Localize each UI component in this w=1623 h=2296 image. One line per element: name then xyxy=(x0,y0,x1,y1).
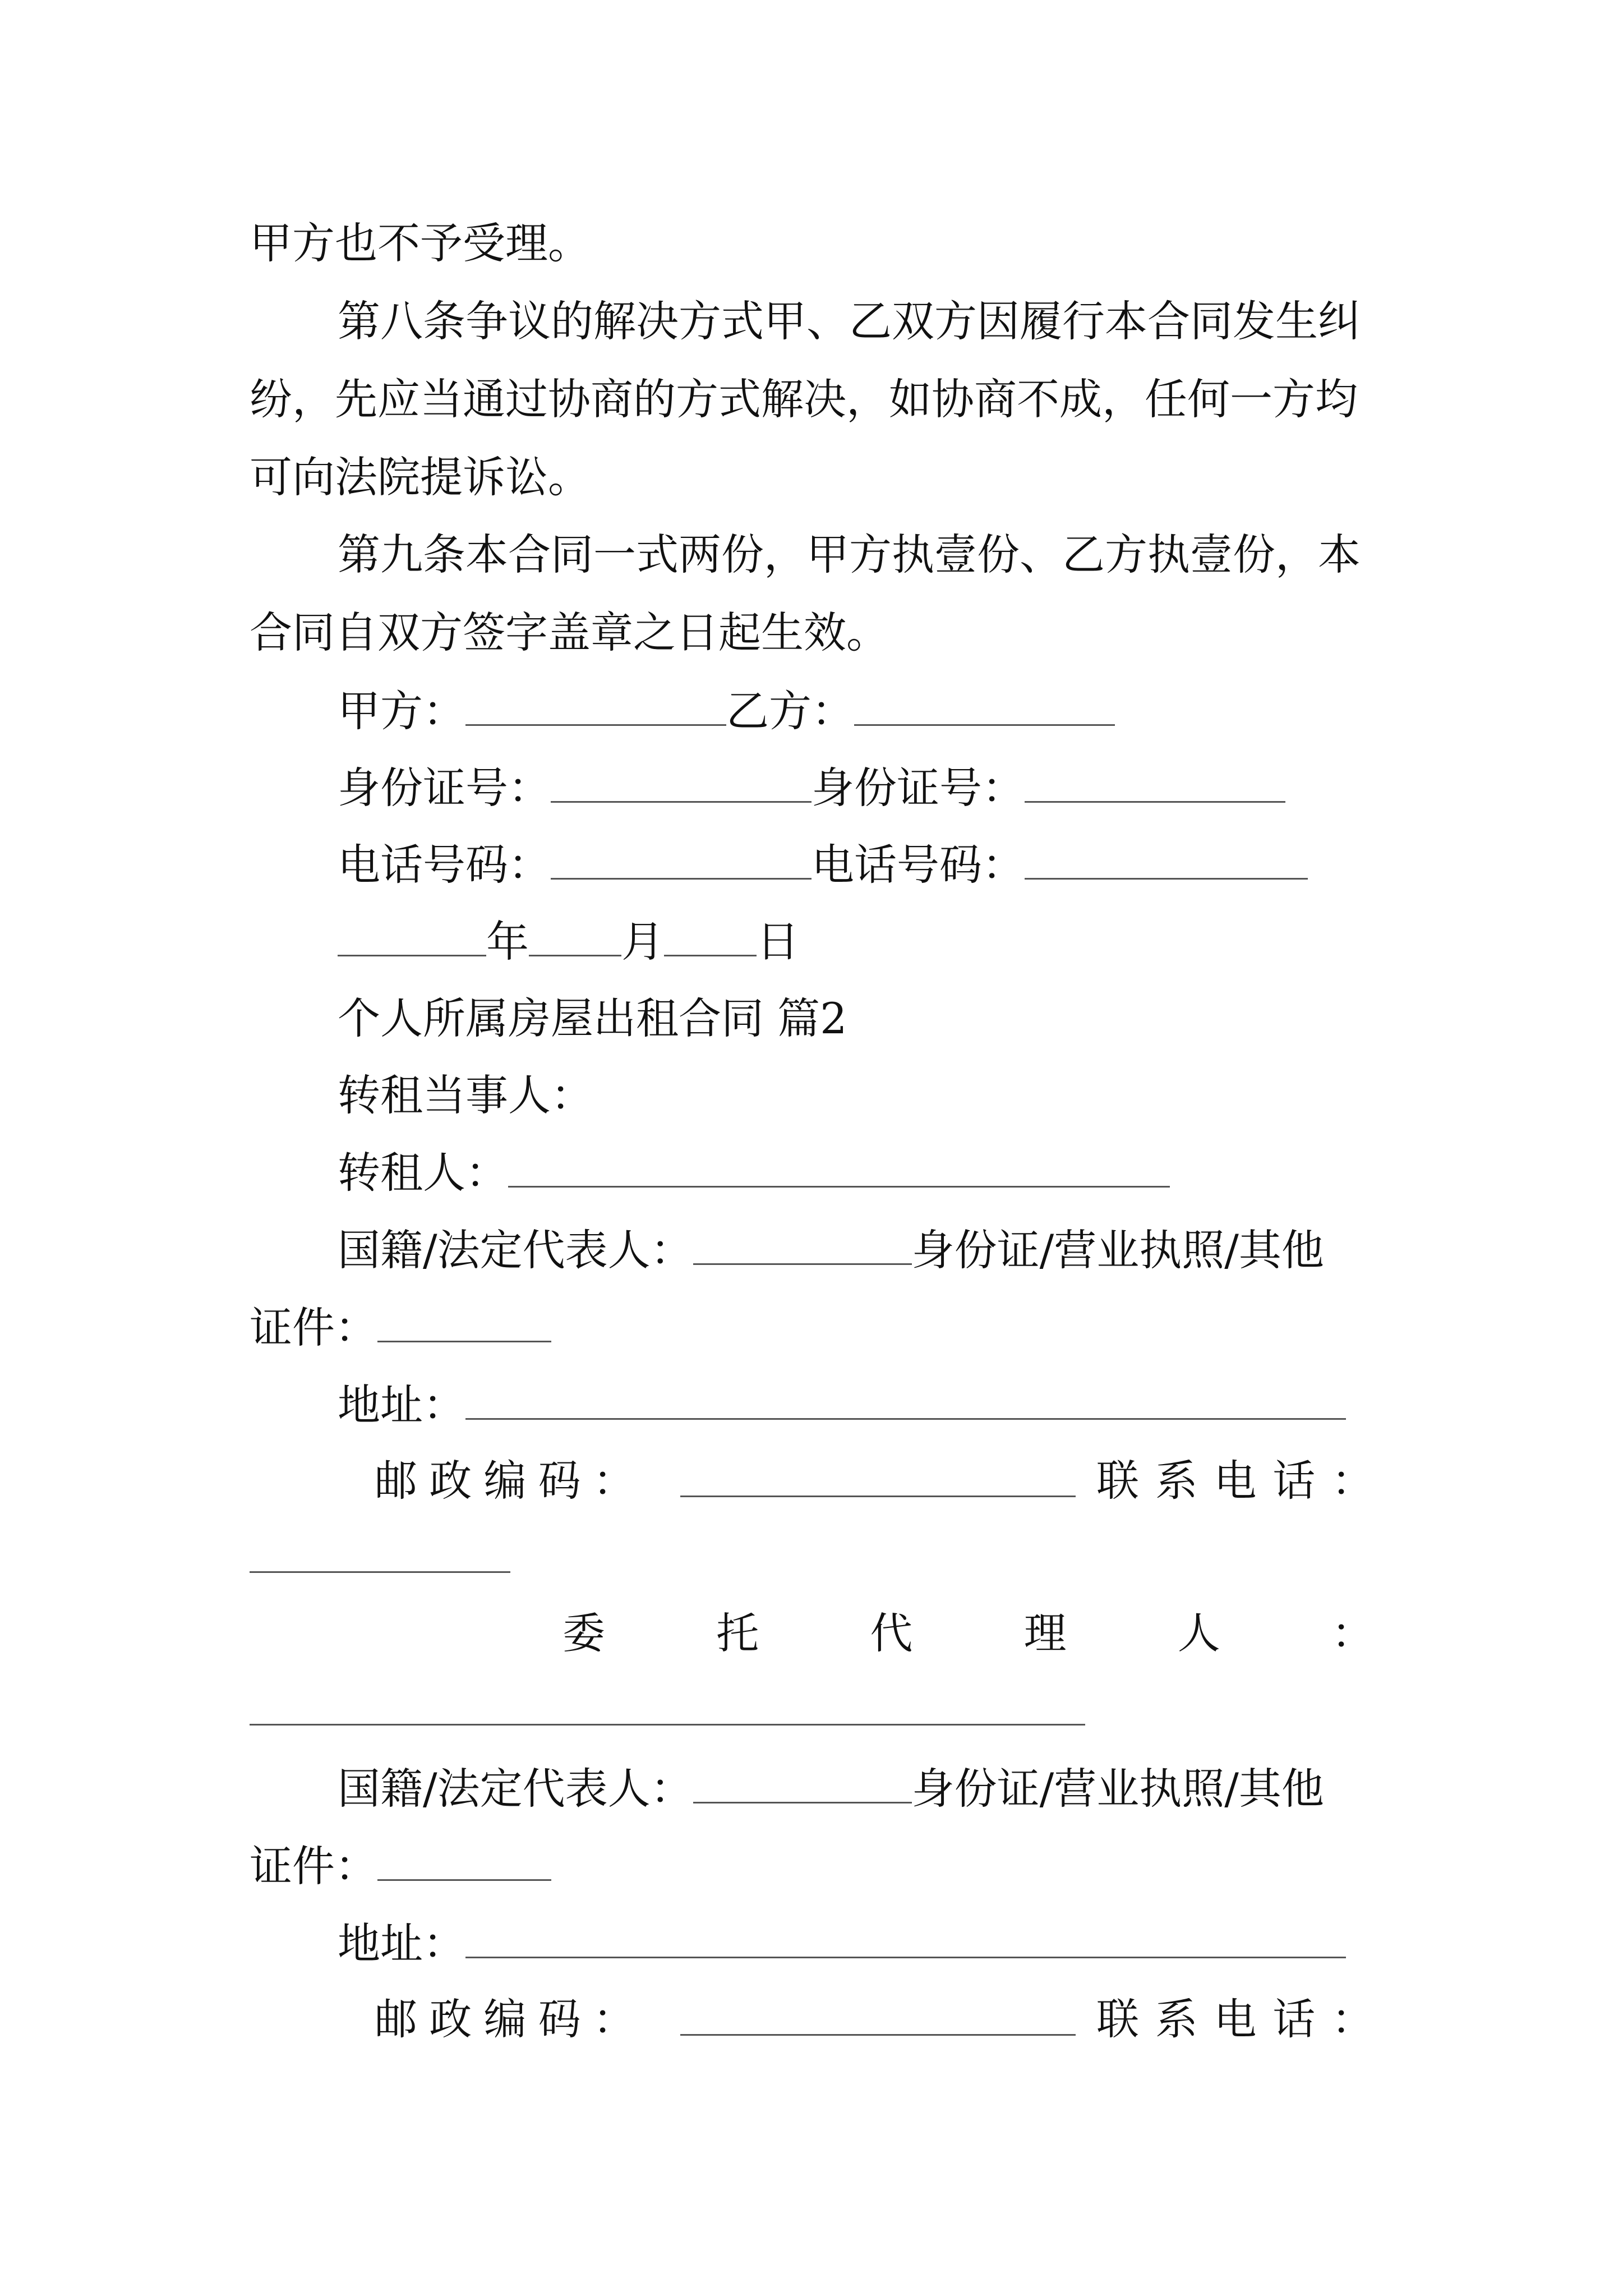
article-8-line-1: 第八条争议的解决方式甲、乙双方因履行本合同发生纠 xyxy=(338,296,1361,346)
party-b-blank[interactable] xyxy=(854,684,1115,726)
block2-id-label: 身份证/营业执照/其他 xyxy=(911,1764,1324,1814)
block2-rep-blank[interactable] xyxy=(693,1761,912,1803)
article-9-line-1: 第九条本合同一式两份，甲方执壹份、乙方执壹份，本 xyxy=(338,530,1361,579)
phone-b-blank[interactable] xyxy=(1025,838,1308,880)
block1-rep-label: 国籍/法定代表人： xyxy=(338,1225,693,1275)
article-9-line-2: 合同自双方签字盖章之日起生效。 xyxy=(250,608,889,657)
block2-rep-row xyxy=(338,1761,1381,1816)
party-b-label: 乙方： xyxy=(726,686,854,736)
id-no-b-blank[interactable] xyxy=(1025,761,1285,803)
block2-address-blank[interactable] xyxy=(465,1916,1346,1958)
month-label: 月 xyxy=(621,917,664,967)
block1-cert-label: 证件： xyxy=(250,1303,377,1352)
block2-postcode-blank[interactable] xyxy=(680,2034,1076,2036)
sublease-parties-heading: 转租当事人： xyxy=(338,1070,593,1120)
block1-postcode-blank[interactable] xyxy=(680,1496,1076,1497)
block2-cert-label: 证件： xyxy=(250,1841,377,1891)
day-blank[interactable] xyxy=(664,914,757,956)
part2-title: 个人所属房屋出租合同 篇2 xyxy=(338,993,847,1043)
paragraph-line: 甲方也不予受理。 xyxy=(250,218,591,268)
block1-address-label: 地址： xyxy=(338,1380,465,1430)
sublessor-blank[interactable] xyxy=(508,1145,1170,1188)
phone-b-label: 电话号码： xyxy=(811,840,1025,890)
block1-cert-blank[interactable] xyxy=(377,1300,551,1342)
signature-date-row xyxy=(338,914,799,969)
agent-label: 委 托 代 理 人 ： xyxy=(562,1608,1374,1658)
block1-rep-blank[interactable] xyxy=(693,1223,912,1265)
block2-cert-blank[interactable] xyxy=(377,1839,551,1881)
block1-contact-label: 联 系 电 话 ： xyxy=(1096,1456,1374,1506)
block2-postcode-label: 邮 政 编 码 ： xyxy=(375,1994,635,2044)
block1-cert-row xyxy=(250,1300,551,1355)
block2-address-label: 地址： xyxy=(338,1918,465,1968)
party-a-blank[interactable] xyxy=(465,684,726,726)
block1-address-row xyxy=(338,1378,1346,1432)
block2-contact-label: 联 系 电 话 ： xyxy=(1096,1994,1374,2044)
phone-a-label: 电话号码： xyxy=(338,840,551,890)
block2-rep-label: 国籍/法定代表人： xyxy=(338,1764,693,1814)
article-8-line-2: 纷，先应当通过协商的方式解决，如协商不成，任何一方均 xyxy=(250,374,1358,424)
month-blank[interactable] xyxy=(529,914,621,956)
id-no-a-label: 身份证号： xyxy=(338,763,551,813)
phone-a-blank[interactable] xyxy=(551,838,811,880)
id-no-b-label: 身份证号： xyxy=(811,763,1025,813)
signature-parties-row xyxy=(338,684,1115,738)
signature-id-row xyxy=(338,761,1285,815)
sublessor-label: 转租人： xyxy=(338,1148,508,1198)
block1-id-label: 身份证/营业执照/其他 xyxy=(911,1225,1324,1275)
article-8-line-3: 可向法院提诉讼。 xyxy=(250,452,591,502)
block1-rep-row xyxy=(338,1223,1381,1277)
block1-address-blank[interactable] xyxy=(465,1378,1346,1420)
signature-phone-row xyxy=(338,838,1308,892)
sublessor-row xyxy=(338,1145,1170,1200)
party-a-label: 甲方： xyxy=(338,686,465,736)
day-label: 日 xyxy=(757,917,799,967)
year-label: 年 xyxy=(486,917,529,967)
block2-address-row xyxy=(338,1916,1346,1971)
block1-postcode-label: 邮 政 编 码 ： xyxy=(375,1456,635,1506)
agent-blank[interactable] xyxy=(250,1724,1085,1726)
block2-cert-row xyxy=(250,1839,551,1893)
id-no-a-blank[interactable] xyxy=(551,761,811,803)
year-blank[interactable] xyxy=(338,914,486,956)
block1-contact-blank[interactable] xyxy=(250,1571,510,1573)
